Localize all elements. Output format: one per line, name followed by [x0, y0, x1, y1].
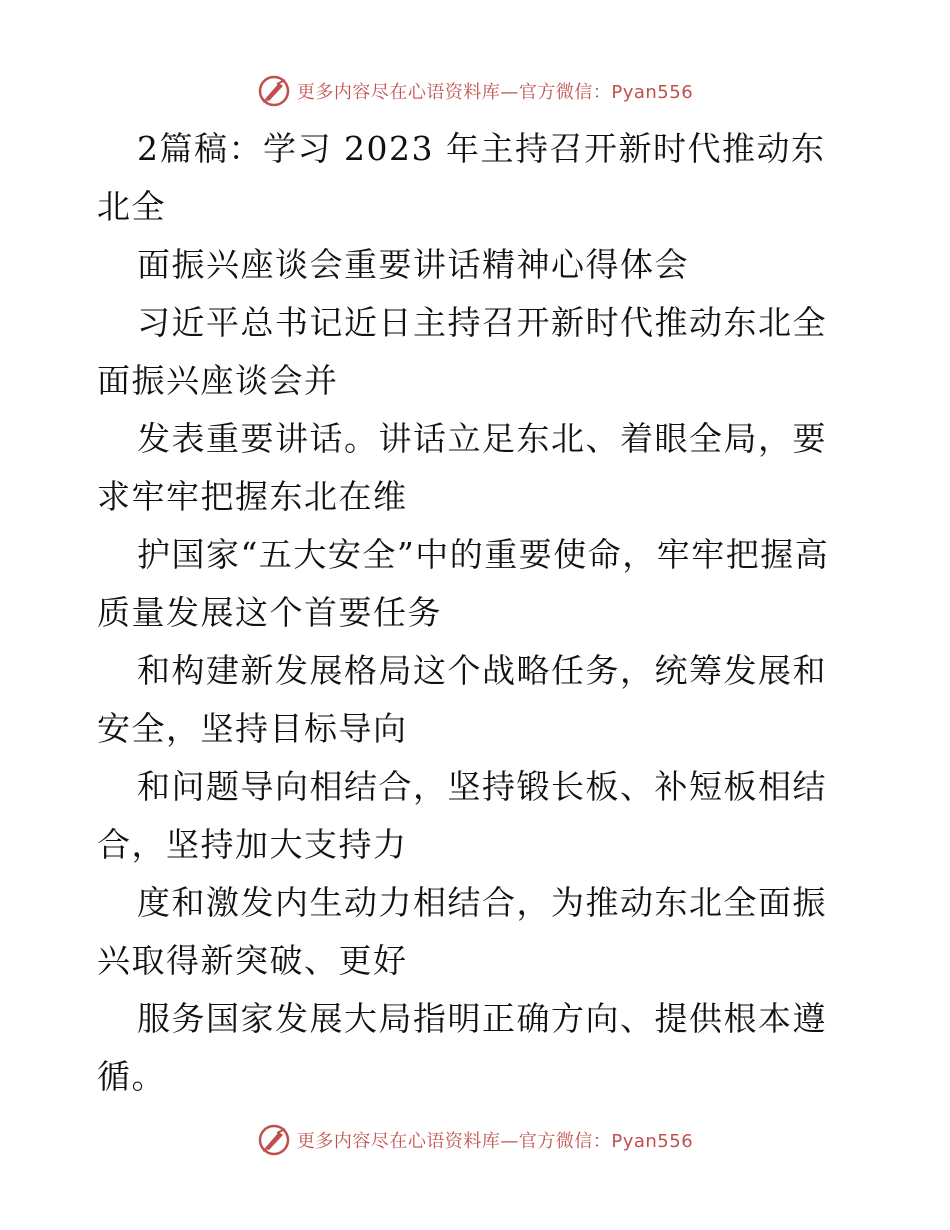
quill-pen-logo-icon — [257, 74, 291, 108]
paragraph-line: 护国家“五大安全”中的重要使命，牢牢把握高质量发展这个首要任务 — [97, 535, 830, 632]
paragraph-line: 服务国家发展大局指明正确方向、提供根本遵循。 — [97, 999, 827, 1096]
header-banner-text: 更多内容尽在心语资料库—官方微信：Pyan556 — [296, 82, 694, 103]
paragraph-line: 度和激发内生动力相结合，为推动东北全面振兴取得新突破、更好 — [97, 883, 827, 980]
document-title-line-1: 2篇稿：学习 2023 年主持召开新时代推动东北全 — [97, 129, 826, 226]
paragraph-line: 和问题导向相结合，坚持锻长板、补短板相结合，坚持加大支持力 — [97, 767, 827, 864]
footer-watermark-banner — [0, 1120, 950, 1160]
footer-banner-text: 更多内容尽在心语资料库—官方微信：Pyan556 — [296, 1131, 694, 1152]
header-watermark-banner — [0, 71, 950, 111]
paragraph-line: 发表重要讲话。讲话立足东北、着眼全局，要求牢牢把握东北在维 — [97, 419, 827, 516]
quill-pen-logo-icon — [257, 1123, 291, 1157]
document-body — [97, 120, 857, 1106]
paragraph-line: 习近平总书记近日主持召开新时代推动东北全面振兴座谈会并 — [97, 303, 827, 400]
paragraph-line: 和构建新发展格局这个战略任务，统筹发展和安全，坚持目标导向 — [97, 651, 827, 748]
document-title-line-2: 面振兴座谈会重要讲话精神心得体会 — [137, 245, 689, 284]
